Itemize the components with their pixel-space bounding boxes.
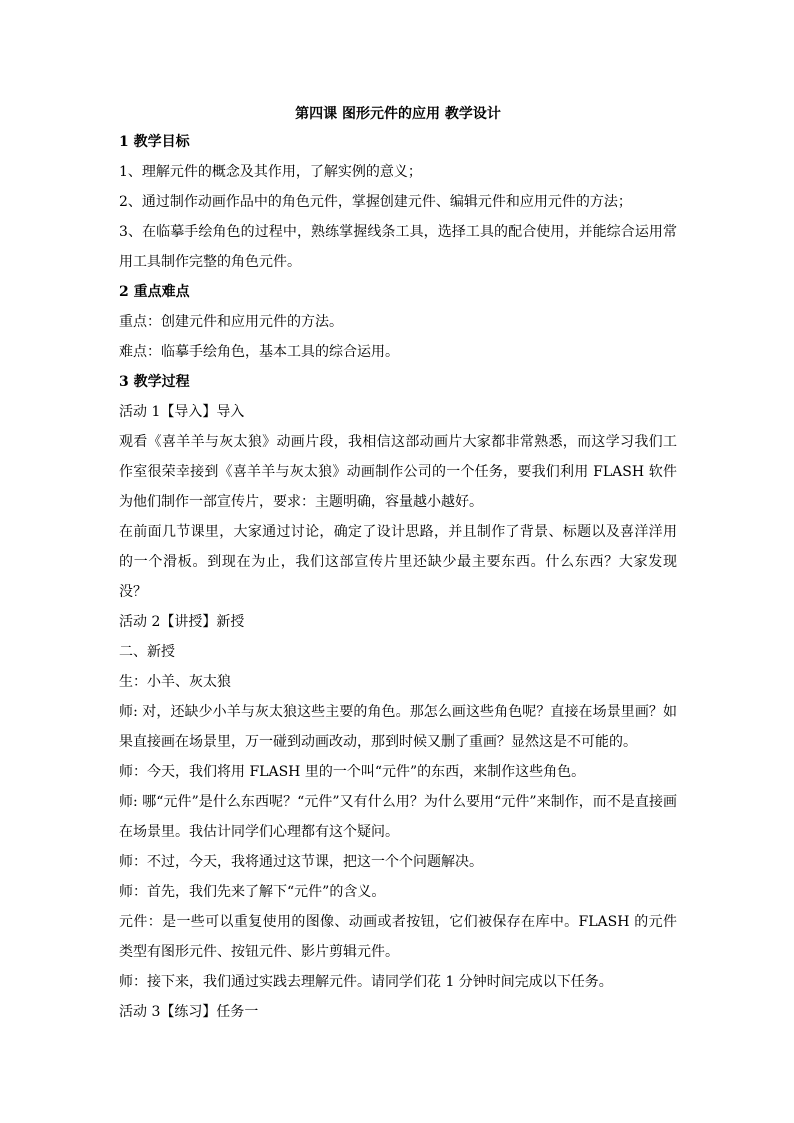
paragraph: 师: 对，还缺少小羊与灰太狼这些主要的角色。那怎么画这些角色呢？直接在场景里画？如果直接画在场景里，万一碰到动画改动，那到时候又删了重画？显然这是不可能的。 xyxy=(119,704,677,750)
paragraph: 师：接下来，我们通过实践去理解元件。请同学们花 1 分钟时间完成以下任务。 xyxy=(119,974,613,990)
activity-label: 活动 3【练习】任务一 xyxy=(119,1004,259,1020)
paragraph: 二、新授 xyxy=(119,644,175,660)
activity-label: 活动 2【讲授】新授 xyxy=(119,614,245,630)
paragraph: 师：今天，我们将用 FLASH 里的一个叫“元件”的东西，来制作这些角色。 xyxy=(119,764,586,780)
paragraph: 3、在临摹手绘角色的过程中，熟练掌握线条工具，选择工具的配合使用，并能综合运用常用工具制作完整的角色元件。 xyxy=(119,224,677,270)
paragraph: 元件：是一些可以重复使用的图像、动画或者按钮，它们被保存在库中。FLASH 的元件类型有图形元件、按钮元件、影片剪辑元件。 xyxy=(119,914,677,960)
section-heading-process: 3 教学过程 xyxy=(119,374,190,390)
paragraph: 在前面几节课里，大家通过讨论，确定了设计思路，并且制作了背景、标题以及喜洋洋用的一个滑板。到现在为止，我们这部宣传片里还缺少最主要东西。什么东西？大家发现没？ xyxy=(119,524,677,600)
activity-label: 活动 1【导入】导入 xyxy=(119,404,245,420)
paragraph: 重点：创建元件和应用元件的方法。 xyxy=(119,314,343,330)
paragraph: 1、理解元件的概念及其作用，了解实例的意义； xyxy=(119,164,422,180)
section-heading-objectives: 1 教学目标 xyxy=(119,134,190,150)
section-heading-key-points: 2 重点难点 xyxy=(119,284,190,300)
paragraph: 观看《喜羊羊与灰太狼》动画片段，我相信这部动画片大家都非常熟悉，而这学习我们工作室很荣幸接到《喜羊羊与灰太狼》动画制作公司的一个任务，要我们利用 FLASH 软件为他们制作一部宣传片，要求：主题明确，容量越小越好。 xyxy=(119,434,677,510)
document-body xyxy=(119,101,677,1029)
paragraph: 生：小羊、灰太狼 xyxy=(119,674,231,690)
paragraph: 难点：临摹手绘角色，基本工具的综合运用。 xyxy=(119,344,399,360)
paragraph: 师：首先，我们先来了解下“元件”的含义。 xyxy=(119,884,386,900)
paragraph: 师: 哪“元件”是什么东西呢？“元件”又有什么用？为什么要用“元件”来制作，而不是直接画在场景里。我估计同学们心理都有这个疑问。 xyxy=(119,794,677,840)
paragraph: 师：不过，今天，我将通过这节课，把这一个个问题解决。 xyxy=(119,854,483,870)
paragraph: 2、通过制作动画作品中的角色元件，掌握创建元件、编辑元件和应用元件的方法； xyxy=(119,194,632,210)
document-title: 第四课 图形元件的应用 教学设计 xyxy=(295,106,501,122)
